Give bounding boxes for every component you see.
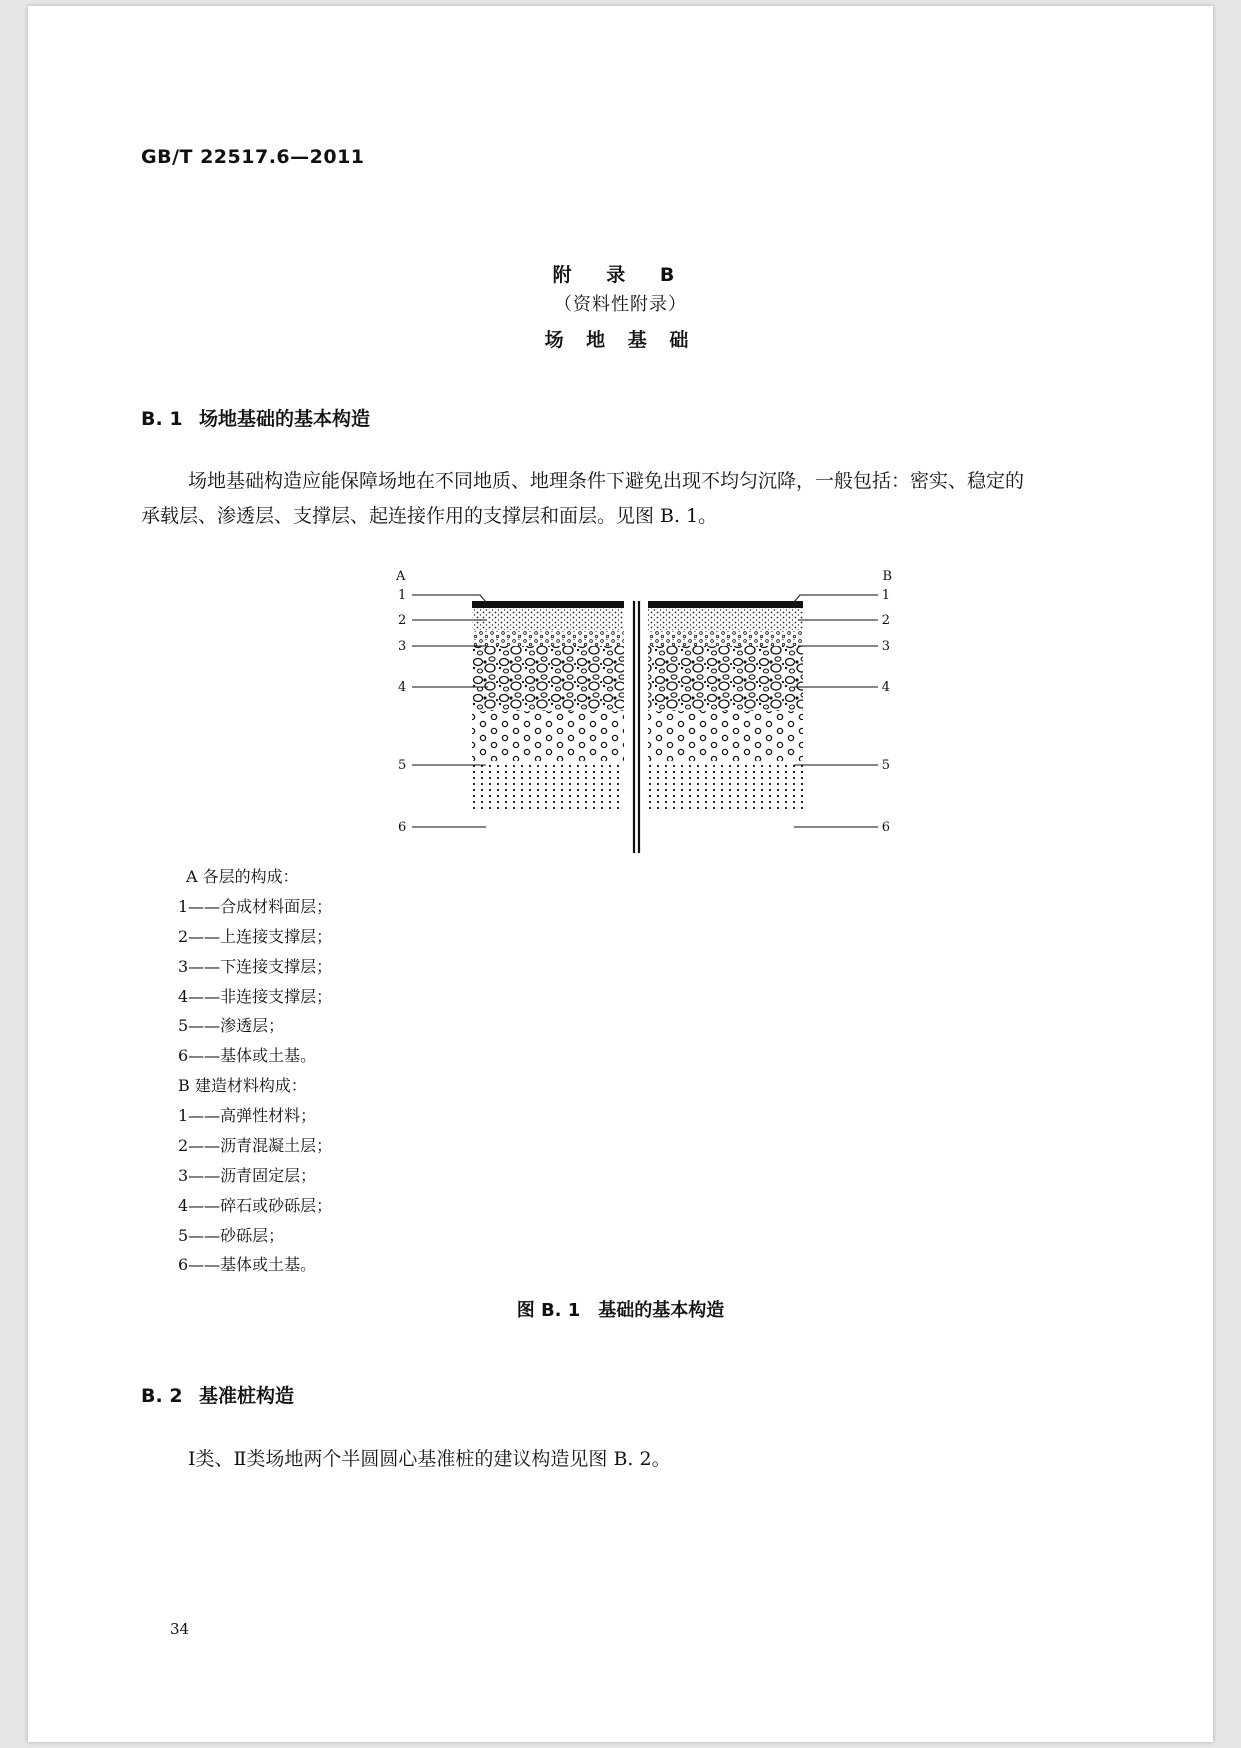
annex-type: （资料性附录）	[554, 294, 687, 315]
layer-label-b-2: 2	[881, 613, 890, 628]
column-a	[472, 601, 624, 811]
layer-label-a-6: 6	[398, 820, 407, 835]
legend-a-heading: A 各层的构成：	[186, 867, 299, 886]
layer-label-b-4: 4	[881, 680, 890, 695]
page-number: 34	[170, 1620, 190, 1638]
legend-b-item-1: 1——高弹性材料；	[178, 1106, 317, 1125]
side-a-label: A	[396, 569, 406, 584]
legend-b-item-4: 4——碎石或砂砾层；	[178, 1196, 333, 1215]
legend-a-item-6: 6——基体或土基。	[178, 1046, 317, 1065]
layer-label-b-3: 3	[881, 639, 890, 654]
column-b	[648, 601, 803, 811]
legend-a-item-3: 3——下连接支撑层；	[178, 957, 333, 976]
figure-caption: 图 B. 1 基础的基本构造	[516, 1300, 725, 1321]
legend-b-item-2: 2——沥青混凝土层；	[178, 1136, 333, 1155]
layer-label-a-5: 5	[398, 758, 407, 773]
section-b1-paragraph-line2: 承载层、渗透层、支撑层、起连接作用的支撑层和面层。见图 B. 1。	[141, 505, 718, 527]
legend-a-item-4: 4——非连接支撑层；	[178, 987, 333, 1006]
section-b2-paragraph: Ⅰ类、Ⅱ类场地两个半圆圆心基准桩的建议构造见图 B. 2。	[188, 1448, 671, 1470]
standard-code: GB/T 22517.6—2011	[141, 146, 365, 168]
document-page	[28, 6, 1213, 1742]
layer-label-b-1: 1	[881, 588, 890, 603]
layer-label-b-6: 6	[881, 820, 890, 835]
section-b1-heading	[141, 404, 370, 431]
side-b-label: B	[882, 569, 892, 584]
section-b1-title: 场地基础的基本构造	[199, 408, 371, 430]
layer-label-a-3: 3	[398, 639, 407, 654]
layer-label-a-2: 2	[398, 613, 407, 628]
layer-labels-a	[398, 588, 406, 835]
section-b2-heading	[141, 1381, 294, 1408]
section-b1-paragraph-line1: 场地基础构造应能保障场地在不同地质、地理条件下避免出现不均匀沉降，一般包括：密实、稳定的	[188, 470, 1025, 492]
section-b1-number: B. 1	[141, 408, 183, 430]
layer-label-b-5: 5	[881, 758, 890, 773]
annex-title: 场 地 基 础	[544, 329, 697, 351]
section-b2-title: 基准桩构造	[199, 1385, 295, 1407]
annex-label: 附 录 B	[552, 264, 689, 286]
legend-a-item-5: 5——渗透层；	[178, 1016, 285, 1035]
layer-label-a-4: 4	[398, 680, 407, 695]
foundation-section-figure	[368, 566, 892, 866]
legend-a-item-2: 2——上连接支撑层；	[178, 927, 333, 946]
legend-b-item-3: 3——沥青固定层；	[178, 1166, 317, 1185]
legend-b-heading: B 建造材料构成：	[178, 1076, 307, 1095]
layer-label-a-1: 1	[398, 588, 407, 603]
section-b2-number: B. 2	[141, 1385, 183, 1407]
layer-labels-b	[882, 588, 890, 835]
legend-b-item-5: 5——砂砾层；	[178, 1226, 285, 1245]
legend-b-item-6: 6——基体或土基。	[178, 1255, 317, 1274]
legend-a-item-1: 1——合成材料面层；	[178, 897, 333, 916]
